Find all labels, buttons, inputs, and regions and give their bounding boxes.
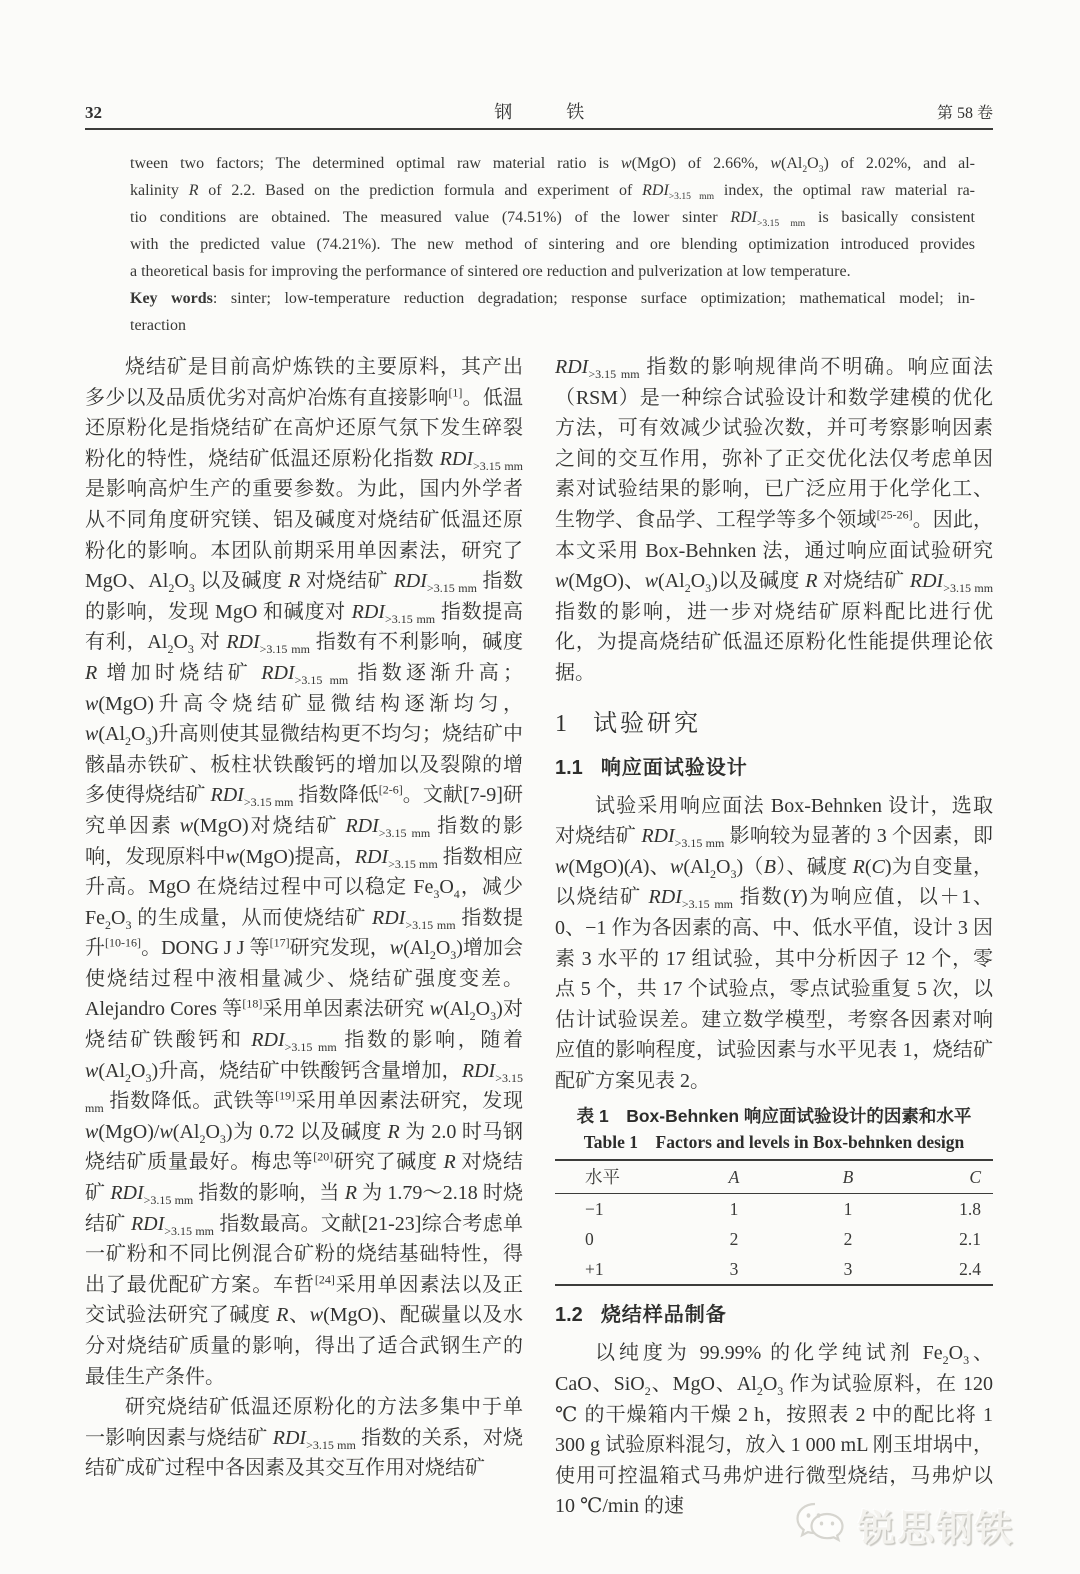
- abstract-line: with the predicted value (74.21%). The new method of sintering and ore blending optimization introduced provides: [130, 236, 975, 253]
- right-column: [555, 352, 993, 1522]
- body-paragraph: 以纯度为 99.99% 的化学纯试剂 $Fe_2O_3$、CaO、SiO$_2$、MgO、$Al_2O_3$ 作为试验原料，在 120 ℃ 的干燥箱内干燥 2 h，按照表 2 中的配比将 1 300 g 试验原料混匀，放入 1 000 mL 刚玉坩埚中，使用可控温箱式马弗炉进行微型烧结，马弗炉以 10 ℃/min 的速: [555, 1342, 993, 1518]
- section-title: 试验研究: [593, 710, 701, 737]
- abstract-line: kalinity R of 2.2. Based on the prediction formula and experiment of $RDI_{>3.15 mm}$ index, the optimal raw material ra-: [130, 182, 975, 203]
- body-paragraph: 烧结矿是目前高炉炼铁的主要原料，其产出多少以及品质优劣对高炉冶炼有直接影响[1]。低温还原粉化是指烧结矿在高炉还原气氛下发生碎裂粉化的特性，烧结矿低温还原粉化指数 $RDI_{>3.15 mm}$ 是影响高炉生产的重要参数。为此，国内外学者从不同角度研究镁、铝及碱度对烧结矿低温还原粉化的影响。本团队前期采用单因素法，研究了 MgO、$Al_2O_3$ 以及碱度 R 对烧结矿 $RDI_{>3.15 mm}$ 指数的影响，发现 MgO 和碱度对 $RDI_{>3.15 mm}$ 指数提高有利，$Al_2O_3$ 对 $RDI_{>3.15 mm}$ 指数有不利影响，碱度 R 增加时烧结矿 $RDI_{>3.15 mm}$ 指数逐渐升高；w(MgO)升高令烧结矿显微结构逐渐均匀，$w(Al_2O_3)$升高则使其显微结构更不均匀；烧结矿中骸晶赤铁矿、板柱状铁酸钙的增加以及裂隙的增多使得烧结矿 $RDI_{>3.15 mm}$ 指数降低[2-6]。文献[7-9]研究单因素 w(MgO)对烧结矿 $RDI_{>3.15 mm}$ 指数的影响，发现原料中w(MgO)提高，$RDI_{>3.15 mm}$ 指数相应升高。MgO 在烧结过程中可以稳定 $Fe_3O_4$，减少 $Fe_2O_3$ 的生成量，从而使烧结矿 $RDI_{>3.15 mm}$ 指数提升[10-16]。DONG J J 等[17]研究发现，$w(Al_2O_3)$增加会使烧结过程中液相量减少、烧结矿强度变差。Alejandro Cores 等[18]采用单因素法研究 $w(Al_2O_3)$对烧结矿铁酸钙和 $RDI_{>3.15 mm}$ 指数的影响，随着 $w(Al_2O_3)$升高，烧结矿中铁酸钙含量增加，$RDI_{>3.15 mm}$ 指数降低。武铁等[19]采用单因素法研究，发现 $w(MgO)/w(Al_2O_3)$为 0.72 以及碱度 R 为 2.0 时马钢烧结矿质量最好。梅忠等[20]研究了碱度 R 对烧结矿 $RDI_{>3.15 mm}$ 指数的影响，当 R 为 1.79～2.18 时烧结矿 $RDI_{>3.15 mm}$ 指数最高。文献[21-23]综合考虑单一矿粉和不同比例混合矿粉的烧结基础特性，得出了最优配矿方案。车哲[24]采用单因素法以及正交试验法研究了碱度 R、w(MgO)、配碳量以及水分对烧结矿质量的影响，得出了适合武钢生产的最佳生产条件。: [85, 356, 524, 1388]
- table1-header-cell: 水平: [585, 1167, 620, 1188]
- table1-row: [555, 1194, 993, 1224]
- section-number: 1: [555, 710, 567, 737]
- journal-title: 钢 铁: [494, 102, 603, 122]
- table1-body: [555, 1194, 993, 1286]
- watermark: [794, 1498, 1014, 1552]
- table1-cell: 3: [843, 1259, 853, 1280]
- table1-cell: 2: [843, 1229, 853, 1250]
- table1-cell: 1: [843, 1199, 853, 1220]
- abstract-block: [130, 150, 975, 339]
- table1-row: [555, 1224, 993, 1254]
- section-heading: [555, 709, 993, 739]
- table1-cell: 1.8: [959, 1199, 981, 1220]
- watermark-text: 锐思钢铁: [858, 1508, 1014, 1549]
- table1-cell: +1: [585, 1259, 604, 1280]
- volume-label: 第 58 卷: [936, 105, 993, 122]
- table1-row: [555, 1254, 993, 1286]
- body-paragraph: 研究烧结矿低温还原粉化的方法多集中于单一影响因素与烧结矿 $RDI_{>3.15 mm}$ 指数的关系，对烧结矿成矿过程中各因素及其交互作用对烧结矿: [85, 1396, 524, 1480]
- table1: [555, 1159, 993, 1286]
- table1-cell: 3: [729, 1259, 739, 1280]
- table1-header-cell: B: [842, 1167, 854, 1188]
- table1-cell: 2: [729, 1229, 739, 1250]
- abstract-line: tio conditions are obtained. The measured value (74.51%) of the lower sinter $RDI_{>3.15 mm}$ is basically consistent: [130, 209, 975, 230]
- subsection-title: 响应面试验设计: [600, 756, 748, 779]
- table1-cell: 2.1: [959, 1229, 981, 1250]
- subsection-heading: [555, 755, 993, 781]
- left-column: [85, 352, 523, 1484]
- subsection-title: 烧结样品制备: [600, 1304, 727, 1327]
- table1-header-row: [555, 1159, 993, 1194]
- running-head: [85, 98, 993, 124]
- abstract-line: a theoretical basis for improving the performance of sintered ore reduction and pulverization at low temperature.: [130, 263, 851, 280]
- wechat-icon: [794, 1500, 848, 1551]
- keywords-line: Key words: sinter; low-temperature reduction degradation; response surface optimization; mathematical model; in-: [130, 290, 976, 307]
- table1-cell: 2.4: [959, 1259, 981, 1280]
- keywords-line-continued: teraction: [130, 317, 186, 334]
- body-paragraph: 试验采用响应面法 Box-Behnken 设计，选取对烧结矿 $RDI_{>3.15 mm}$ 影响较为显著的 3 个因素，即 w(MgO)(A)、$w(Al_2O_3)(B)$、碱度 R(C)为自变量，以烧结矿 $RDI_{>3.15 mm}$ 指数(Y)为响应值，以＋1、0、−1 作为各因素的高、中、低水平值，设计 3 因素 3 水平的 17 组试验，其中分析因子 12 个，零点 5 个，共 17 个试验点，零点试验重复 5 次，以估计试验误差。建立数学模型，考察各因素对响应值的影响程度，试验因素与水平见表 1，烧结矿配矿方案见表 2。: [555, 794, 994, 1092]
- table1-header-cell: A: [728, 1167, 740, 1188]
- page-number: 32: [85, 103, 102, 122]
- subsection-heading: [555, 1302, 993, 1328]
- abstract-line: tween two factors; The determined optimal raw material ratio is w(MgO) of 2.66%, $w(Al_2O_3)$ of 2.02%, and al-: [130, 155, 975, 176]
- subsection-number: 1.2: [555, 1304, 583, 1327]
- header-rule: [85, 128, 993, 130]
- table1-header-cell: C: [969, 1167, 981, 1188]
- subsection-number: 1.1: [555, 756, 583, 779]
- table1-cell: 1: [729, 1199, 739, 1220]
- table1-cell: 0: [585, 1229, 594, 1250]
- table1-cell: −1: [585, 1199, 604, 1220]
- table1-caption-en: Table 1 Factors and levels in Box-behnken design: [583, 1132, 965, 1153]
- table1-caption-cn: 表 1 Box-Behnken 响应面试验设计的因素和水平: [576, 1106, 972, 1127]
- body-paragraph: $RDI_{>3.15 mm}$ 指数的影响规律尚不明确。响应面法（RSM）是一种综合试验设计和数学建模的优化方法，可有效减少试验次数，并可考察影响因素之间的交互作用，弥补了正交优化法仅考虑单因素对试验结果的影响，已广泛应用于化学化工、生物学、食品学、工程学等多个领域[25-26]。因此，本文采用 Box-Behnken 法，通过响应面试验研究 w(MgO)、$w(Al_2O_3)$以及碱度 R 对烧结矿 $RDI_{>3.15 mm}$ 指数的影响，进一步对烧结矿原料配比进行优化，为提高烧结矿低温还原粉化性能提供理论依据。: [555, 356, 994, 684]
